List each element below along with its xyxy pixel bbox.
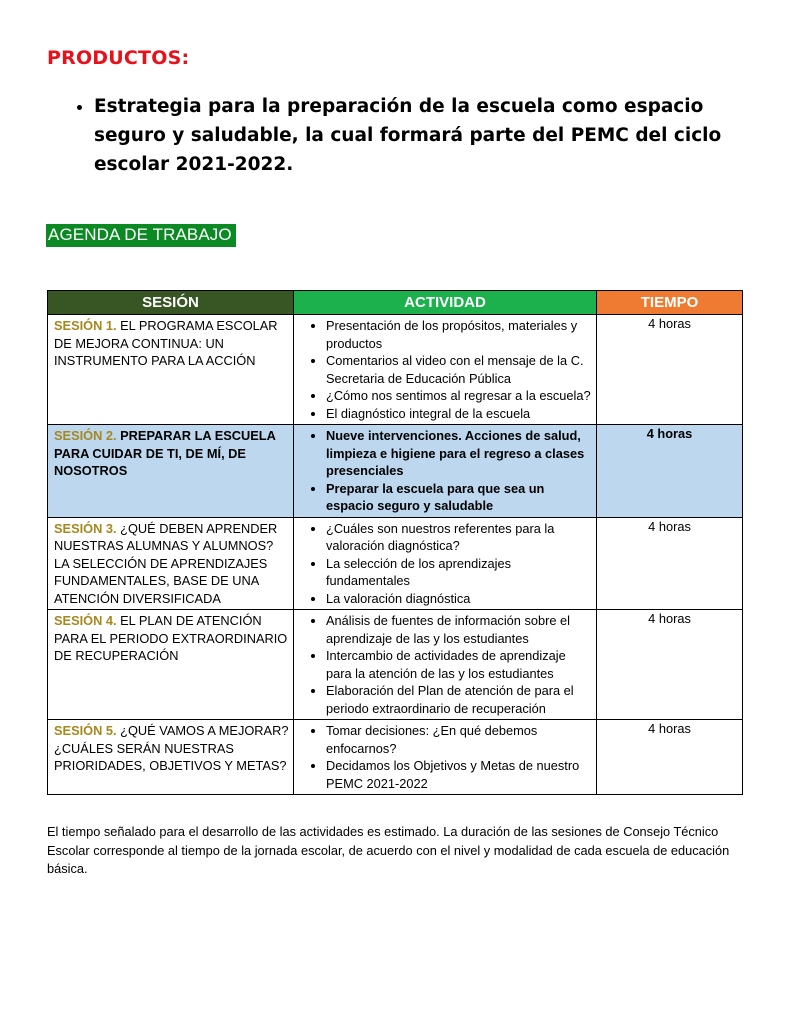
session-title: ¿QUÉ VAMOS A MEJORAR? ¿CUÁLES SERÁN NUESTRAS PRIORIDADES, OBJETIVOS Y METAS? — [54, 723, 289, 773]
activity-item: • ¿Cómo nos sentimos al regresar a la escuela? — [326, 387, 592, 405]
session-cell — [48, 720, 294, 795]
table-row — [48, 425, 743, 518]
session-title: ¿QUÉ DEBEN APRENDER NUESTRAS ALUMNAS Y ALUMNOS? LA SELECCIÓN DE APRENDIZAJES FUNDAMENTALES, BASE DE UNA ATENCIÓN DIVERSIFICADA — [54, 520, 278, 606]
activity-item: • La selección de los aprendizajes fundamentales — [326, 555, 592, 590]
activity-item: • Decidamos los Objetivos y Metas de nuestro PEMC 2021-2022 — [326, 757, 592, 792]
footnote: El tiempo señalado para el desarrollo de las actividades es estimado. La duración de las sesiones de Consejo Técnico Escolar corresponde al tiempo de la jornada escolar, de acuerdo con el nivel y modalidad de cada escuela de educación básica. — [47, 824, 730, 876]
session-title: PREPARAR LA ESCUELA PARA CUIDAR DE TI, DE MÍ, DE NOSOTROS — [54, 428, 276, 478]
activity-item: • Elaboración del Plan de atención de para el periodo extraordinario de recuperación — [326, 682, 592, 717]
activity-item: • ¿Cuáles son nuestros referentes para la valoración diagnóstica? — [326, 520, 592, 555]
activity-cell — [294, 517, 597, 610]
products-heading: PRODUCTOS: — [47, 47, 190, 69]
time-cell: 4 horas — [597, 720, 743, 795]
header-actividad: ACTIVIDAD — [294, 291, 597, 315]
session-cell — [48, 425, 294, 518]
activity-cell — [294, 720, 597, 795]
agenda-label: AGENDA DE TRABAJO — [46, 224, 236, 247]
activity-cell — [294, 610, 597, 720]
activity-item: • El diagnóstico integral de la escuela — [326, 405, 592, 423]
time-cell: 4 horas — [597, 610, 743, 720]
agenda-table — [47, 290, 743, 795]
activity-item: • Nueve intervenciones. Acciones de salud, limpieza e higiene para el regreso a clases presenciales — [326, 427, 592, 480]
session-cell — [48, 315, 294, 425]
session-title: EL PROGRAMA ESCOLAR DE MEJORA CONTINUA: UN INSTRUMENTO PARA LA ACCIÓN — [54, 318, 278, 368]
session-number: SESIÓN 5. — [54, 723, 117, 738]
session-cell — [48, 610, 294, 720]
time-cell: 4 horas — [597, 517, 743, 610]
activity-item: • Presentación de los propósitos, materiales y productos — [326, 317, 592, 352]
activity-item: • Tomar decisiones: ¿En qué debemos enfocarnos? — [326, 722, 592, 757]
session-number: SESIÓN 4. — [54, 613, 117, 628]
session-title: EL PLAN DE ATENCIÓN PARA EL PERIODO EXTRAORDINARIO DE RECUPERACIÓN — [54, 613, 288, 663]
activity-item: • Intercambio de actividades de aprendizaje para la atención de las y los estudiantes — [326, 647, 592, 682]
table-header-row — [48, 291, 743, 315]
activity-cell — [294, 425, 597, 518]
session-cell — [48, 517, 294, 610]
time-cell: 4 horas — [597, 425, 743, 518]
header-tiempo: TIEMPO — [597, 291, 743, 315]
activity-item: • Análisis de fuentes de información sobre el aprendizaje de las y los estudiantes — [326, 612, 592, 647]
products-list — [70, 92, 740, 179]
activity-item: • La valoración diagnóstica — [326, 590, 592, 608]
session-number: SESIÓN 2. — [54, 428, 117, 443]
session-number: SESIÓN 3. — [54, 520, 117, 536]
table-row — [48, 610, 743, 720]
table-row — [48, 315, 743, 425]
activity-cell — [294, 315, 597, 425]
activity-item: • Comentarios al video con el mensaje de la C. Secretaria de Educación Pública — [326, 352, 592, 387]
session-number: SESIÓN 1. — [54, 318, 117, 333]
product-item: • Estrategia para la preparación de la escuela como espacio seguro y saludable, la cual formará parte del PEMC del ciclo escolar 2021-2022. — [94, 92, 740, 179]
table-row — [48, 517, 743, 610]
table-row — [48, 720, 743, 795]
activity-item: • Preparar la escuela para que sea un espacio seguro y saludable — [326, 480, 592, 515]
header-sesion: SESIÓN — [48, 291, 294, 315]
time-cell: 4 horas — [597, 315, 743, 425]
